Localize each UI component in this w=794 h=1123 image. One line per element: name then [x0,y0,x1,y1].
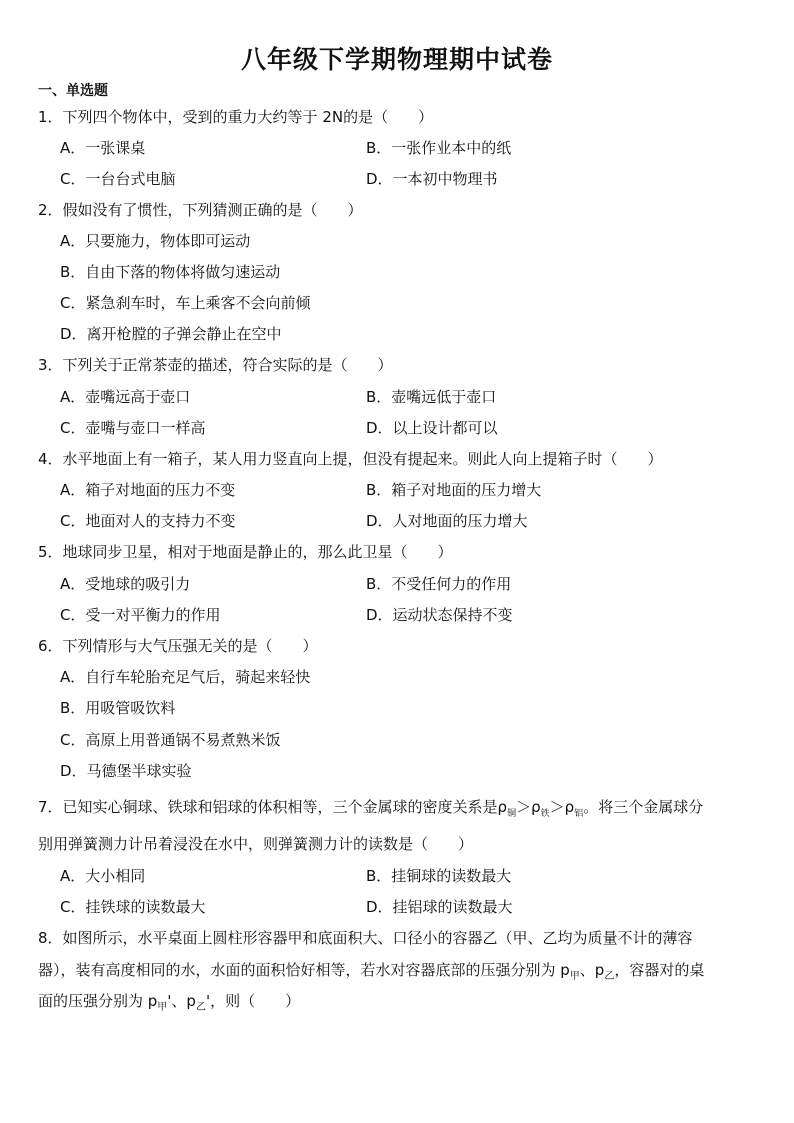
question-6-option-a: A．自行车轮胎充足气后，骑起来轻快 [60,668,311,686]
greater-than-symbol: ＞ [516,798,532,816]
question-8-line-3-part-b: '，则（ ） [205,992,301,1010]
separator: 、p [579,961,605,979]
subscript-jia-prime: 甲 [157,1002,168,1013]
question-1-option-d: D．一本初中物理书 [366,170,498,188]
question-5-option-c: C．受一对平衡力的作用 [60,606,221,624]
question-2-option-d: D．离开枪膛的子弹会静止在空中 [60,325,282,343]
question-7-option-d: D．挂铝球的读数最大 [366,898,513,916]
section-heading: 一、单选题 [38,83,108,99]
question-8-stem-line-1: 8．如图所示，水平桌面上圆柱形容器甲和底面积大、口径小的容器乙（甲、乙均为质量不计的薄容 [38,929,693,947]
rho-symbol: ρ [564,798,575,816]
question-6-option-d: D．马德堡半球实验 [60,762,192,780]
question-8-line-2-part-b: ，容器对的桌 [614,961,705,979]
subscript-aluminum: 铝 [574,809,584,819]
question-6-option-c: C．高原上用普通锅不易煮熟米饭 [60,731,281,749]
question-2-stem: 2．假如没有了惯性，下列猜测正确的是（ ） [38,201,363,219]
question-4-option-d: D．人对地面的压力增大 [366,512,528,530]
question-3-option-a: A．壶嘴远高于壶口 [60,388,191,406]
subscript-yi-prime: 乙 [195,1002,206,1013]
question-1-stem: 1．下列四个物体中，受到的重力大约等于 2N的是（ ） [38,108,434,126]
question-1-option-a: A．一张课桌 [60,139,146,157]
subscript-yi: 乙 [604,971,615,982]
question-7-stem [38,797,703,824]
question-4-option-a: A．箱子对地面的压力不变 [60,481,236,499]
question-7-option-a: A．大小相同 [60,867,146,885]
question-7-stem-part-a: 7．已知实心铜球、铁球和铝球的体积相等，三个金属球的密度关系是 [38,798,498,816]
subscript-copper: 铜 [507,809,517,819]
question-6-stem: 6．下列情形与大气压强无关的是（ ） [38,637,318,655]
question-2-option-a: A．只要施力，物体即可运动 [60,232,251,250]
question-5-option-a: A．受地球的吸引力 [60,575,191,593]
question-2-option-c: C．紧急刹车时，车上乘客不会向前倾 [60,294,311,312]
question-5-option-d: D．运动状态保持不变 [366,606,513,624]
question-5-option-b: B．不受任何力的作用 [366,575,512,593]
question-2-option-b: B．自由下落的物体将做匀速运动 [60,263,281,281]
question-7-stem-line-2: 别用弹簧测力计吊着浸没在水中，则弹簧测力计的读数是（ ） [38,835,474,853]
question-6-option-b: B．用吸管吸饮料 [60,699,176,717]
question-3-option-d: D．以上设计都可以 [366,419,498,437]
question-8-stem-line-2 [38,960,704,987]
question-1-option-b: B．一张作业本中的纸 [366,139,512,157]
question-3-stem: 3．下列关于正常茶壶的描述，符合实际的是（ ） [38,356,393,374]
question-7-stem-part-b: 。将三个金属球分 [583,798,704,816]
rho-symbol: ρ [497,798,508,816]
question-3-option-b: B．壶嘴远低于壶口 [366,388,497,406]
question-8-stem-line-3 [38,991,300,1018]
rho-symbol: ρ [531,798,541,816]
question-4-option-c: C．地面对人的支持力不变 [60,512,236,530]
separator-prime: '、p [167,992,196,1010]
question-3-option-c: C．壶嘴与壶口一样高 [60,419,206,437]
question-7-option-b: B．挂铜球的读数最大 [366,867,512,885]
question-1-option-c: C．一台台式电脑 [60,170,176,188]
question-4-option-b: B．箱子对地面的压力增大 [366,481,542,499]
greater-than-symbol: ＞ [549,798,565,816]
subscript-iron: 铁 [540,809,550,819]
question-4-stem: 4．水平地面上有一箱子，某人用力竖直向上提，但没有提起来。则此人向上提箱子时（ ） [38,450,663,468]
page-title: 八年级下学期物理期中试卷 [240,45,553,74]
question-7-option-c: C．挂铁球的读数最大 [60,898,206,916]
question-8-line-3-part-a: 面的压强分别为 p [38,992,158,1010]
question-5-stem: 5．地球同步卫星，相对于地面是静止的，那么此卫星（ ） [38,543,453,561]
question-8-line-2-part-a: 器），装有高度相同的水，水面的面积恰好相等，若水对容器底部的压强分别为 p [38,961,570,979]
subscript-jia: 甲 [569,971,580,982]
